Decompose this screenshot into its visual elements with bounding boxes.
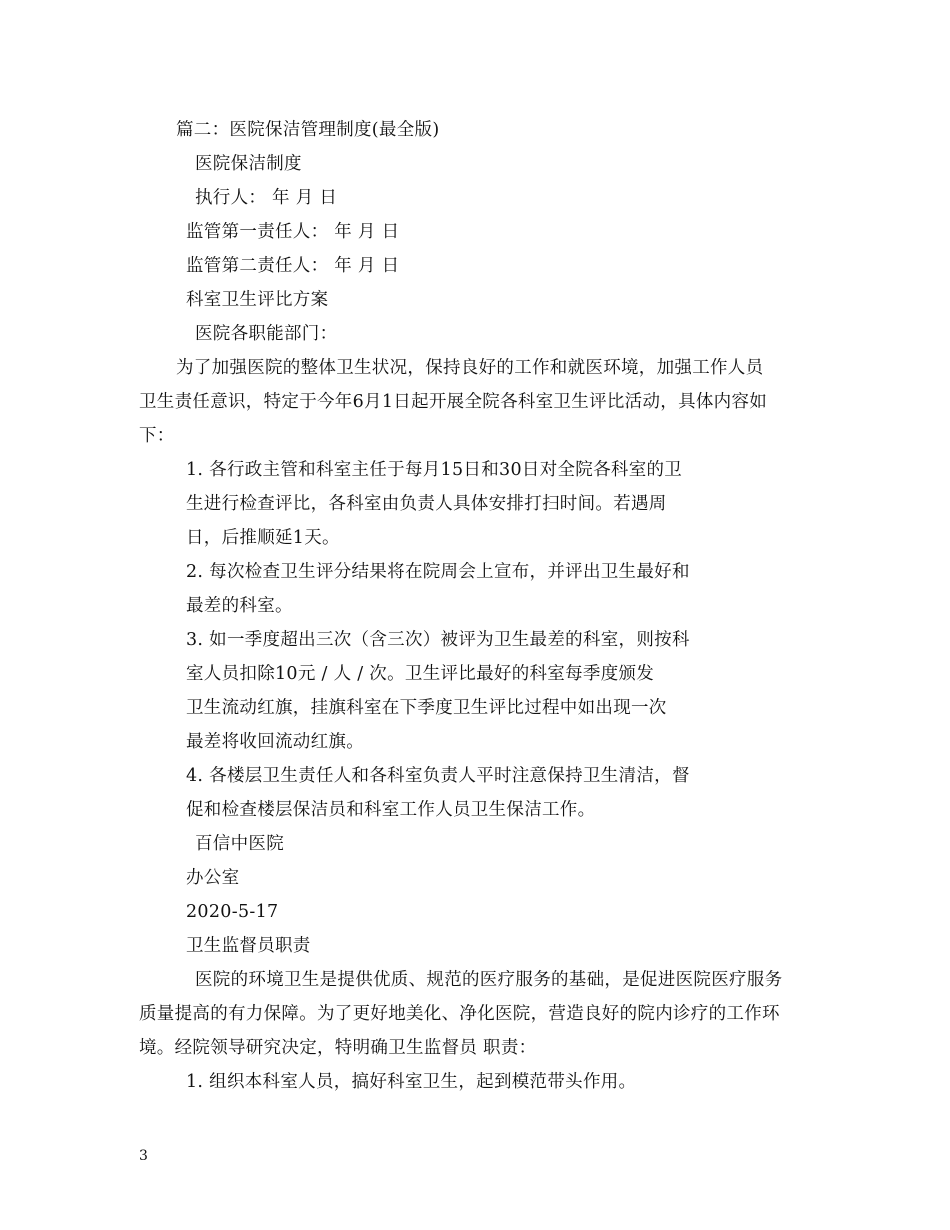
second-supervisor-line: 监管第二责任人： 年 月 日 (186, 256, 400, 276)
plan-title: 科室卫生评比方案 (186, 290, 329, 310)
list-item-line: 1. 组织本科室人员，搞好科室卫生，起到模范带头作用。 (186, 1072, 637, 1092)
list-item-line: 1. 各行政主管和科室主任于每月15日和30日对全院各科室的卫 (186, 460, 683, 480)
paragraph-line: 为了加强医院的整体卫生状况，保持良好的工作和就医环境，加强工作人员 (176, 358, 764, 378)
list-item-line: 室人员扣除10元 / 人 / 次。卫生评比最好的科室每季度颁发 (186, 664, 655, 684)
signature-date: 2020-5-17 (186, 902, 279, 922)
addressee: 医院各职能部门： (195, 324, 338, 344)
paragraph-line: 下： (139, 426, 175, 446)
paragraph-line: 卫生责任意识，特定于今年6月1日起开展全院各科室卫生评比活动，具体内容如 (139, 392, 768, 412)
list-item-line: 3. 如一季度超出三次（含三次）被评为卫生最差的科室，则按科 (186, 630, 690, 650)
list-item-line: 日，后推顺延1天。 (186, 528, 340, 548)
signature-organization: 百信中医院 (195, 834, 284, 854)
section-title: 篇二：医院保洁管理制度(最全版) (176, 120, 440, 140)
list-item-line: 最差的科室。 (186, 596, 293, 616)
list-item-line: 促和检查楼层保洁员和科室工作人员卫生保洁工作。 (186, 800, 596, 820)
paragraph-line: 质量提高的有力保障。为了更好地美化、净化医院，营造良好的院内诊疗的工作环 (139, 1004, 780, 1024)
list-item-line: 4. 各楼层卫生责任人和各科室负责人平时注意保持卫生清洁，督 (186, 766, 690, 786)
list-item-line: 生进行检查评比，各科室由负责人具体安排打扫时间。若遇周 (186, 494, 667, 514)
paragraph-line: 境。经院领导研究决定，特明确卫生监督员 职责： (139, 1038, 537, 1058)
list-item-line: 最差将收回流动红旗。 (186, 732, 364, 752)
page-number: 3 (139, 1148, 148, 1164)
duties-title: 卫生监督员职责 (186, 936, 311, 956)
executor-line: 执行人： 年 月 日 (195, 188, 338, 208)
doc-heading: 医院保洁制度 (195, 154, 302, 174)
signature-department: 办公室 (186, 868, 240, 888)
list-item-line: 卫生流动红旗，挂旗科室在下季度卫生评比过程中如出现一次 (186, 698, 667, 718)
paragraph-line: 医院的环境卫生是提供优质、规范的医疗服务的基础，是促进医院医疗服务 (195, 970, 783, 990)
first-supervisor-line: 监管第一责任人： 年 月 日 (186, 222, 400, 242)
list-item-line: 2. 每次检查卫生评分结果将在院周会上宣布，并评出卫生最好和 (186, 562, 690, 582)
